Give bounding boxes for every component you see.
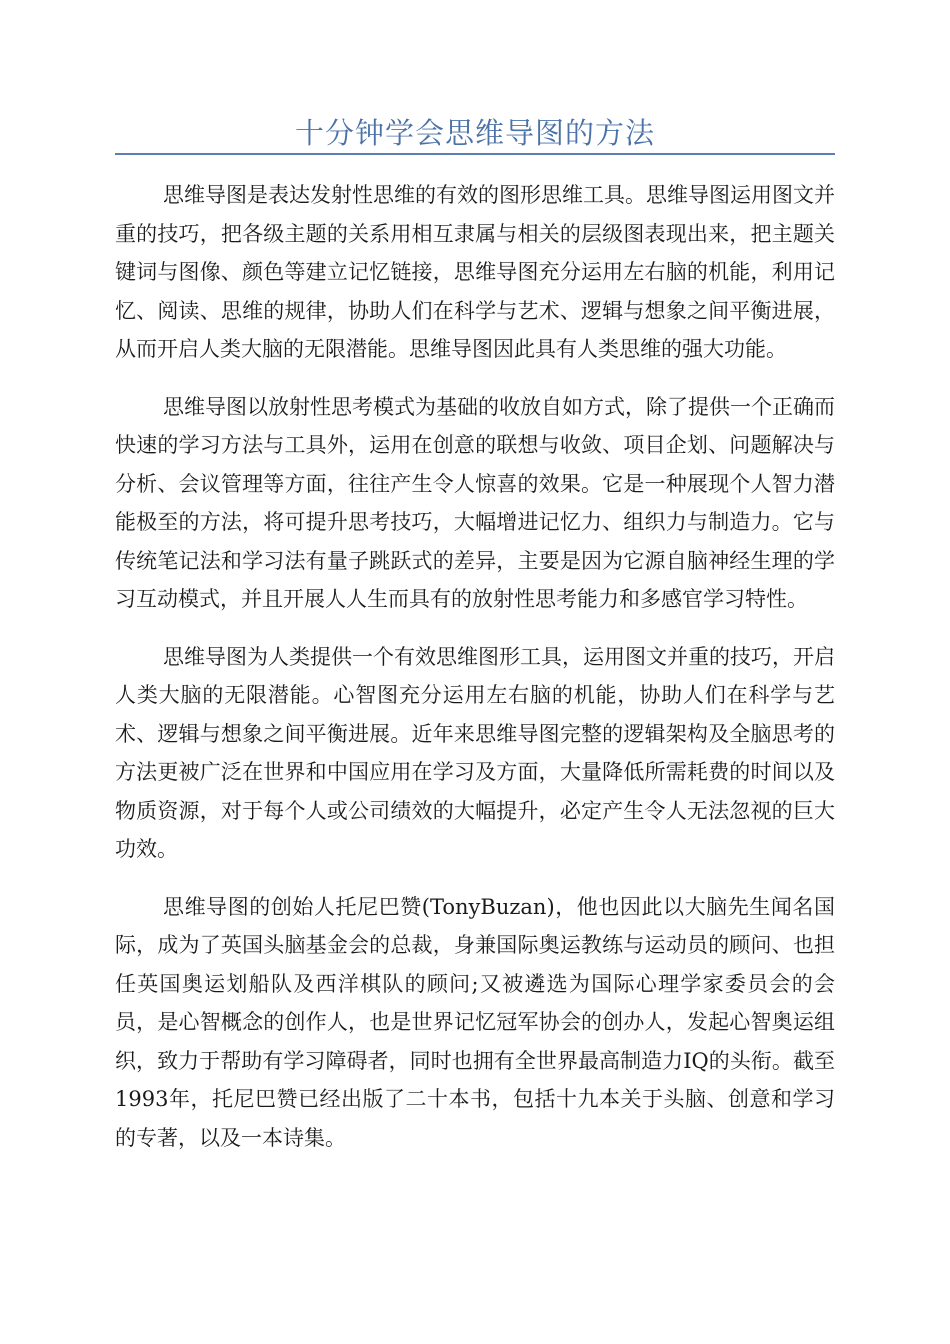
- document-body: [115, 176, 835, 1176]
- paragraph-2: 思维导图以放射性思考模式为基础的收放自如方式，除了提供一个正确而快速的学习方法与工具外，运用在创意的联想与收敛、项目企划、问题解决与分析、会议管理等方面，往往产生令人惊喜的效果。它是一种展现个人智力潜能极至的方法，将可提升思考技巧，大幅增进记忆力、组织力与制造力。它与传统笔记法和学习法有量子跳跃式的差异，主要是因为它源自脑神经生理的学习互动模式，并且开展人人生而具有的放射性思考能力和多感官学习特性。: [115, 394, 835, 611]
- paragraph-4: 思维导图的创始人托尼巴赞(TonyBuzan)，他也因此以大脑先生闻名国际，成为了英国头脑基金会的总裁，身兼国际奥运教练与运动员的顾问、也担任英国奥运划船队及西洋棋队的顾问;又被遴选为国际心理学家委员会的会员，是心智概念的创作人，也是世界记忆冠军协会的创办人，发起心智奥运组织，致力于帮助有学习障碍者，同时也拥有全世界最高制造力IQ的头衔。截至1993年，托尼巴赞已经出版了二十本书，包括十九本关于头脑、创意和学习的专著，以及一本诗集。: [115, 894, 835, 1150]
- paragraph-1: 思维导图是表达发射性思维的有效的图形思维工具。思维导图运用图文并重的技巧，把各级主题的关系用相互隶属与相关的层级图表现出来，把主题关键词与图像、颜色等建立记忆链接，思维导图充分运用左右脑的机能，利用记忆、阅读、思维的规律，协助人们在科学与艺术、逻辑与想象之间平衡进展，从而开启人类大脑的无限潜能。思维导图因此具有人类思维的强大功能。: [115, 183, 835, 361]
- paragraph-3: 思维导图为人类提供一个有效思维图形工具，运用图文并重的技巧，开启人类大脑的无限潜能。心智图充分运用左右脑的机能，协助人们在科学与艺术、逻辑与想象之间平衡进展。近年来思维导图完整的逻辑架构及全脑思考的方法更被广泛在世界和中国应用在学习及方面，大量降低所需耗费的时间以及物质资源，对于每个人或公司绩效的大幅提升，必定产生令人无法忽视的巨大功效。: [115, 644, 835, 861]
- document-title: 十分钟学会思维导图的方法: [294, 116, 655, 150]
- title-underline: [115, 153, 835, 155]
